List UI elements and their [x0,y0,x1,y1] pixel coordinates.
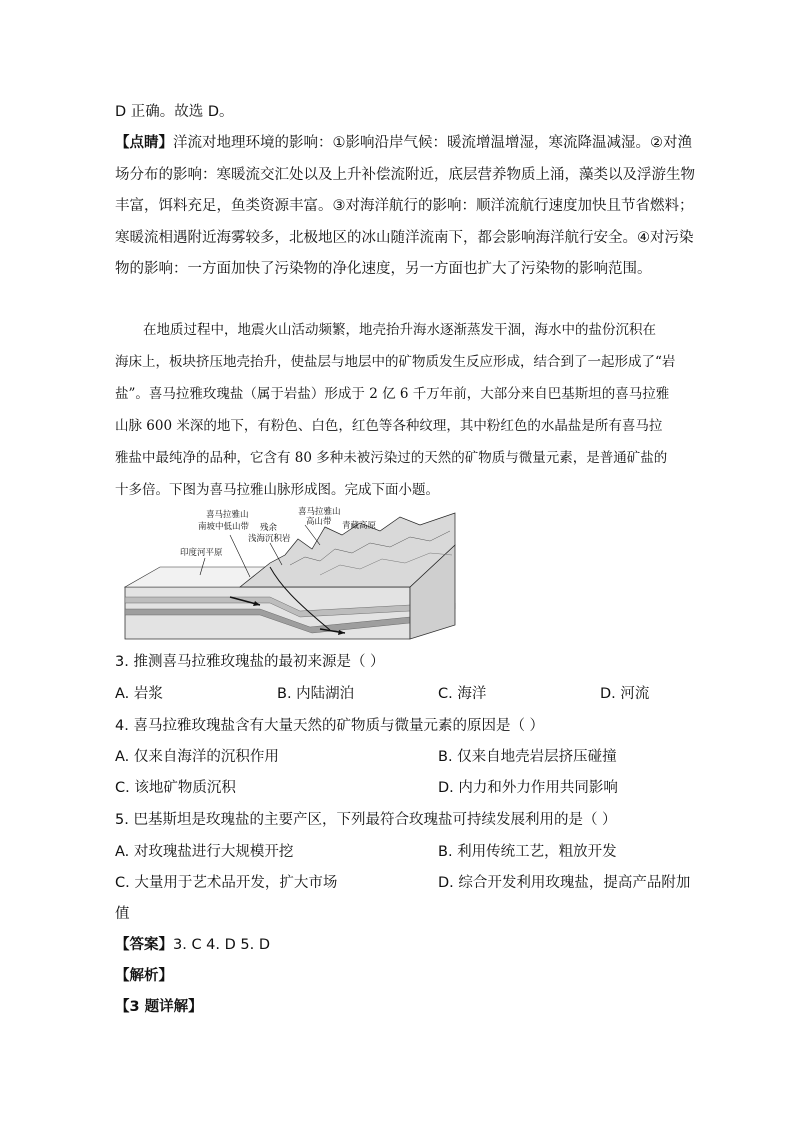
tip-line-5: 物的影响：一方面加快了污染物的净化速度，另一方面也扩大了污染物的影响范围。 [115,261,652,277]
passage-line-2: 海床上，板块挤压地壳抬升，使盐层与地层中的矿物质发生反应形成，结合到了一起形成了“岩 [115,354,676,370]
q4-option-a[interactable]: A. 仅来自海洋的沉积作用 [115,749,279,765]
q5-option-b[interactable]: B. 利用传统工艺，粗放开发 [438,844,617,860]
label-high-mountain-2: 高山带 [306,517,332,527]
prev-answer-line: D 正确。故选 D。 [115,104,234,120]
passage-line-4: 山脉 600 米深的地下，有粉色、白色，红色等各种纹理，其中粉红色的水晶盐是所有喜马拉 [115,418,663,434]
label-residual-1: 残余 [260,523,278,533]
tip-line-4: 寒暖流相遇附近海雾较多，北极地区的冰山随洋流南下，都会影响海洋航行安全。④对污染 [115,230,694,246]
question-5-stem: 5. 巴基斯坦是玫瑰盐的主要产区，下列最符合玫瑰盐可持续发展利用的是（ ） [115,812,617,828]
tip-line-2: 场分布的影响：寒暖流交汇处以及上升补偿流附近，底层营养物质上涌，藻类以及浮游生物 [115,167,695,183]
q3-option-c[interactable]: C. 海洋 [438,686,487,702]
q3-option-a[interactable]: A. 岩浆 [115,686,163,702]
question-3-stem: 3. 推测喜马拉雅玫瑰盐的最初来源是（ ） [115,654,385,670]
passage-line-5: 雅盐中最纯净的品种，它含有 80 多种未被污染过的天然的矿物质与微量元素，是普通矿盐的 [115,450,668,466]
tip-text-1: 洋流对地理环境的影响：①影响沿岸气候：暖流增温增湿，寒流降温减湿。②对渔 [173,135,692,151]
q5-option-d[interactable]: D. 综合开发利用玫瑰盐，提高产品附加 [438,875,691,891]
analysis-label: 【解析】 [115,968,173,984]
q5-option-d-wrap: 值 [115,906,130,922]
label-plateau: 青藏高原 [342,521,377,531]
tip-label: 【点睛】 [115,135,173,151]
answer-label: 【答案】 [115,937,173,953]
q4-option-c[interactable]: C. 该地矿物质沉积 [115,780,236,796]
label-residual-2: 浅海沉积岩 [248,534,291,544]
leader-high-mountain [305,525,320,545]
passage-line-6: 十多倍。下图为喜马拉雅山脉形成图。完成下面小题。 [115,482,439,498]
label-south-slope-2: 南坡中低山带 [198,522,250,532]
himalaya-formation-figure [120,505,465,640]
q5-option-a[interactable]: A. 对玫瑰盐进行大规模开挖 [115,844,294,860]
q3-option-b[interactable]: B. 内陆湖泊 [277,686,355,702]
answer-text: 3. C 4. D 5. D [173,937,271,953]
q3-option-d[interactable]: D. 河流 [600,686,650,702]
label-south-slope-1: 喜马拉雅山 [206,510,249,520]
passage-line-1: 在地质过程中，地震火山活动频繁，地壳抬升海水逐渐蒸发干涸，海水中的盐份沉积在 [143,322,656,338]
tip-line-1 [115,133,692,153]
tip-line-3: 丰富，饵料充足，鱼类资源丰富。③对海洋航行的影响：顺洋流航行速度加快且节省燃料； [115,198,694,214]
q4-option-d[interactable]: D. 内力和外力作用共同影响 [438,780,618,796]
detail-label: 【3 题详解】 [115,999,203,1015]
question-4-stem: 4. 喜马拉雅玫瑰盐含有大量天然的矿物质与微量元素的原因是（ ） [115,718,545,734]
passage-line-3: 盐”。喜马拉雅玫瑰盐（属于岩盐）形成于 2 亿 6 千万年前，大部分来自巴基斯坦的喜马拉雅 [115,386,670,402]
q5-option-c[interactable]: C. 大量用于艺术品开发，扩大市场 [115,875,338,891]
answer-line [115,935,270,955]
label-plain: 印度河平原 [180,548,223,558]
label-high-mountain-1: 喜马拉雅山 [298,507,341,517]
q4-option-b[interactable]: B. 仅来自地壳岩层挤压碰撞 [438,749,617,765]
